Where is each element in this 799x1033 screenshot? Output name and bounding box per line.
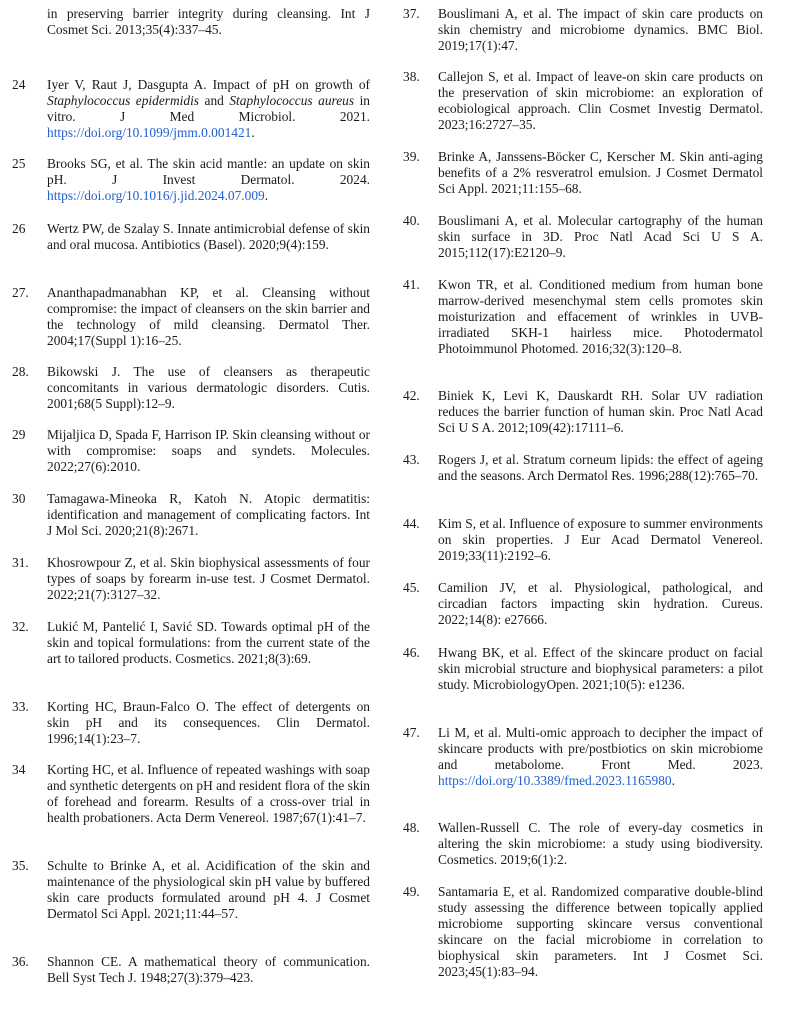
reference-column-left	[12, 6, 371, 985]
reference-text-segment: in vitro. J Med Microbiol. 2021.	[47, 93, 371, 124]
reference-entry	[12, 954, 370, 986]
reference-entry	[12, 619, 370, 667]
reference-text	[438, 149, 763, 197]
reference-entry	[403, 213, 763, 261]
reference-number: 46.	[403, 645, 420, 660]
reference-entry	[403, 69, 763, 133]
reference-text-segment: Ananthapadmanabhan KP, et al. Cleansing without compromise: the impact of cleansers on the skin barrier and the technology of mild cleansing. Dermatol Ther. 2004;17(Suppl 1):16–25.	[47, 285, 370, 348]
reference-entry	[403, 645, 763, 693]
reference-text-segment: .	[671, 773, 675, 788]
reference-text-segment: Khosrowpour Z, et al. Skin biophysical assessments of four types of soaps by forearm in-use test. J Cosmet Dermatol. 2022;21(7):3127–32.	[47, 555, 370, 602]
reference-number: 24	[12, 77, 26, 92]
reference-number: 49.	[403, 884, 420, 899]
reference-text	[47, 77, 370, 141]
reference-number: 48.	[403, 820, 420, 835]
reference-text-segment: Korting HC, et al. Influence of repeated washings with soap and synthetic detergents on pH and resident flora of the skin of forehead and forearm. Results of a cross-over trial in health probationers. Acta Derm Venereol. 1987;67(1):41–7.	[47, 762, 370, 825]
reference-entry	[403, 516, 763, 564]
reference-number: 45.	[403, 580, 420, 595]
reference-entry	[12, 77, 370, 141]
doi-link[interactable]: https://doi.org/10.1016/j.jid.2024.07.009	[47, 188, 265, 203]
reference-text	[438, 725, 763, 789]
reference-text	[47, 619, 370, 667]
reference-entry	[12, 699, 370, 747]
reference-entry	[12, 427, 370, 475]
reference-text	[438, 645, 763, 693]
reference-entry	[403, 277, 763, 357]
reference-text	[47, 491, 370, 539]
reference-text	[438, 884, 763, 980]
reference-number: 34	[12, 762, 26, 777]
reference-text-segment: Iyer V, Raut J, Dasgupta A. Impact of pH on growth of	[47, 77, 370, 92]
reference-number: 42.	[403, 388, 420, 403]
reference-entry	[403, 820, 763, 868]
reference-number: 26	[12, 221, 26, 236]
reference-text-segment: Hwang BK, et al. Effect of the skincare product on facial skin microbial structure and biophysical parameters: a pilot study. MicrobiologyOpen. 2021;10(5): e1236.	[438, 645, 763, 692]
reference-text-segment: Rogers J, et al. Stratum corneum lipids: the effect of ageing and the seasons. Arch Dermatol Res. 1996;288(12):765–70.	[438, 452, 763, 483]
reference-text-segment: Schulte to Brinke A, et al. Acidification of the skin and maintenance of the physiological skin pH value by buffered skin care products formulated around pH 4. J Cosmet Dermatol Sci Appl. 2021;11:44–57.	[47, 858, 370, 921]
reference-text	[47, 762, 370, 826]
reference-entry	[403, 149, 763, 197]
reference-entry	[403, 580, 763, 628]
doi-link[interactable]: https://doi.org/10.3389/fmed.2023.1165980	[438, 773, 672, 788]
reference-text-segment: Bouslimani A, et al. Molecular cartography of the human skin surface in 3D. Proc Natl Acad Sci U S A. 2015;112(17):E2120–9.	[438, 213, 763, 260]
reference-text-segment: Li M, et al. Multi-omic approach to decipher the impact of skincare products with pre/postbiotics on skin microbiome and metabolome. Front Med. 2023.	[438, 725, 763, 772]
reference-entry	[12, 491, 370, 539]
reference-entry	[12, 762, 370, 826]
reference-text	[47, 364, 370, 412]
reference-entry	[12, 285, 370, 349]
reference-entry	[403, 452, 763, 484]
reference-text-segment: Santamaria E, et al. Randomized comparative double-blind study assessing the difference between topically applied microbiome supporting skincare versus conventional skincare on the facial microbiome in correlation to biophysical skin parameters. Int J Cosmet Sci. 2023;45(1):83–94.	[438, 884, 763, 979]
reference-text-segment: Lukić M, Pantelić I, Savić SD. Towards optimal pH of the skin and topical formulations: from the current state of the art to tailored products. Cosmetics. 2021;8(3):69.	[47, 619, 370, 666]
reference-text-segment: Bikowski J. The use of cleansers as therapeutic concomitants in various dermatologic disorders. Cutis. 2001;68(5 Suppl):12–9.	[47, 364, 370, 411]
reference-number: 32.	[12, 619, 29, 634]
species-name: Staphylococcus aureus	[229, 93, 355, 108]
reference-text-segment: .	[251, 125, 255, 140]
reference-number: 47.	[403, 725, 420, 740]
reference-number: 40.	[403, 213, 420, 228]
doi-link[interactable]: https://doi.org/10.1099/jmm.0.001421	[47, 125, 252, 140]
reference-number: 28.	[12, 364, 29, 379]
reference-entry	[12, 858, 370, 922]
reference-entry	[12, 555, 370, 603]
reference-number: 44.	[403, 516, 420, 531]
reference-text-segment: .	[264, 188, 269, 203]
reference-number: 41.	[403, 277, 420, 292]
reference-text-segment: Wertz PW, de Szalay S. Innate antimicrobial defense of skin and oral mucosa. Antibiotics (Basel). 2020;9(4):159.	[47, 221, 370, 252]
reference-number: 29	[12, 427, 26, 442]
reference-text	[47, 221, 370, 253]
reference-entry	[12, 364, 370, 412]
reference-text-segment: Mijaljica D, Spada F, Harrison IP. Skin cleansing without or with compromise: soaps and syndets. Molecules. 2022;27(6):2010.	[47, 427, 370, 474]
reference-text-segment: and	[199, 93, 230, 108]
reference-entry	[403, 388, 763, 436]
reference-text	[438, 452, 763, 484]
reference-text	[47, 699, 370, 747]
reference-entry	[403, 6, 763, 54]
species-name: Staphylococcus epidermidis	[47, 93, 200, 108]
reference-text	[47, 555, 370, 603]
reference-text	[438, 69, 763, 133]
reference-number: 30	[12, 491, 26, 506]
reference-text	[47, 954, 370, 986]
reference-text-segment: Wallen-Russell C. The role of every-day cosmetics in altering the skin microbiome: a study using biodiversity. Cosmetics. 2019;6(1):2.	[438, 820, 763, 867]
reference-text-segment: Callejon S, et al. Impact of leave-on skin care products on the preservation of skin microbiome: an exploration of ecobiological approach. Clin Cosmet Investig Dermatol. 2023;16:2727–35.	[438, 69, 763, 132]
reference-text	[438, 213, 763, 261]
reference-text	[438, 820, 763, 868]
reference-entry	[12, 156, 370, 204]
reference-number: 25	[12, 156, 26, 171]
reference-number: 35.	[12, 858, 29, 873]
reference-number: 39.	[403, 149, 420, 164]
reference-number: 33.	[12, 699, 29, 714]
reference-entry	[12, 221, 370, 253]
reference-text-segment: Shannon CE. A mathematical theory of communication. Bell Syst Tech J. 1948;27(3):379–423.	[47, 954, 370, 985]
reference-number: 27.	[12, 285, 29, 300]
reference-number: 38.	[403, 69, 420, 84]
reference-text	[438, 388, 763, 436]
reference-text-segment: Brooks SG, et al. The skin acid mantle: an update on skin pH. J Invest Dermatol. 2024.	[47, 156, 370, 187]
reference-text	[47, 858, 370, 922]
reference-text	[438, 6, 763, 54]
reference-entry	[403, 884, 763, 980]
reference-number: 43.	[403, 452, 420, 467]
reference-number: 36.	[12, 954, 29, 969]
reference-text-segment: Kim S, et al. Influence of exposure to summer environments on skin properties. J Eur Acad Dermatol Venereol. 2019;33(11):2192–6.	[438, 516, 763, 563]
reference-text	[438, 277, 763, 357]
reference-text-segment: Bouslimani A, et al. The impact of skin care products on skin chemistry and microbiome dynamics. BMC Biol. 2019;17(1):47.	[438, 6, 763, 53]
reference-text-segment: Tamagawa-Mineoka R, Katoh N. Atopic dermatitis: identification and management of complicating factors. Int J Mol Sci. 2020;21(8):2671.	[47, 491, 370, 538]
reference-number: 37.	[403, 6, 420, 21]
reference-text-segment: Korting HC, Braun-Falco O. The effect of detergents on skin pH and its consequences. Clin Dermatol. 1996;14(1):23–7.	[47, 699, 370, 746]
reference-continuation: in preserving barrier integrity during cleansing. Int J Cosmet Sci. 2013;35(4):337–45.	[47, 6, 370, 37]
reference-number: 31.	[12, 555, 29, 570]
reference-text	[47, 285, 370, 349]
reference-text	[438, 580, 763, 628]
reference-text	[47, 156, 370, 204]
reference-text-segment: Kwon TR, et al. Conditioned medium from human bone marrow-derived mesenchymal stem cells promotes skin moisturization and effacement of wrinkles in UVB-irradiated SKH-1 hairless mice. Photodermatol Photoimmunol Photomed. 2016;32(3):120–8.	[438, 277, 763, 356]
reference-text	[438, 516, 763, 564]
reference-text-segment: Camilion JV, et al. Physiological, pathological, and circadian factors impacting skin hydration. Cureus. 2022;14(8): e27666.	[438, 580, 763, 627]
reference-text-segment: Brinke A, Janssens-Böcker C, Kerscher M. Skin anti-aging benefits of a 2% resveratrol emulsion. J Cosmet Dermatol Sci Appl. 2021;11:155–68.	[438, 149, 763, 196]
reference-text	[47, 427, 370, 475]
reference-text-segment: Biniek K, Levi K, Dauskardt RH. Solar UV radiation reduces the barrier function of human skin. Proc Natl Acad Sci U S A. 2012;109(42):17111–6.	[438, 388, 763, 435]
reference-entry	[403, 725, 763, 789]
